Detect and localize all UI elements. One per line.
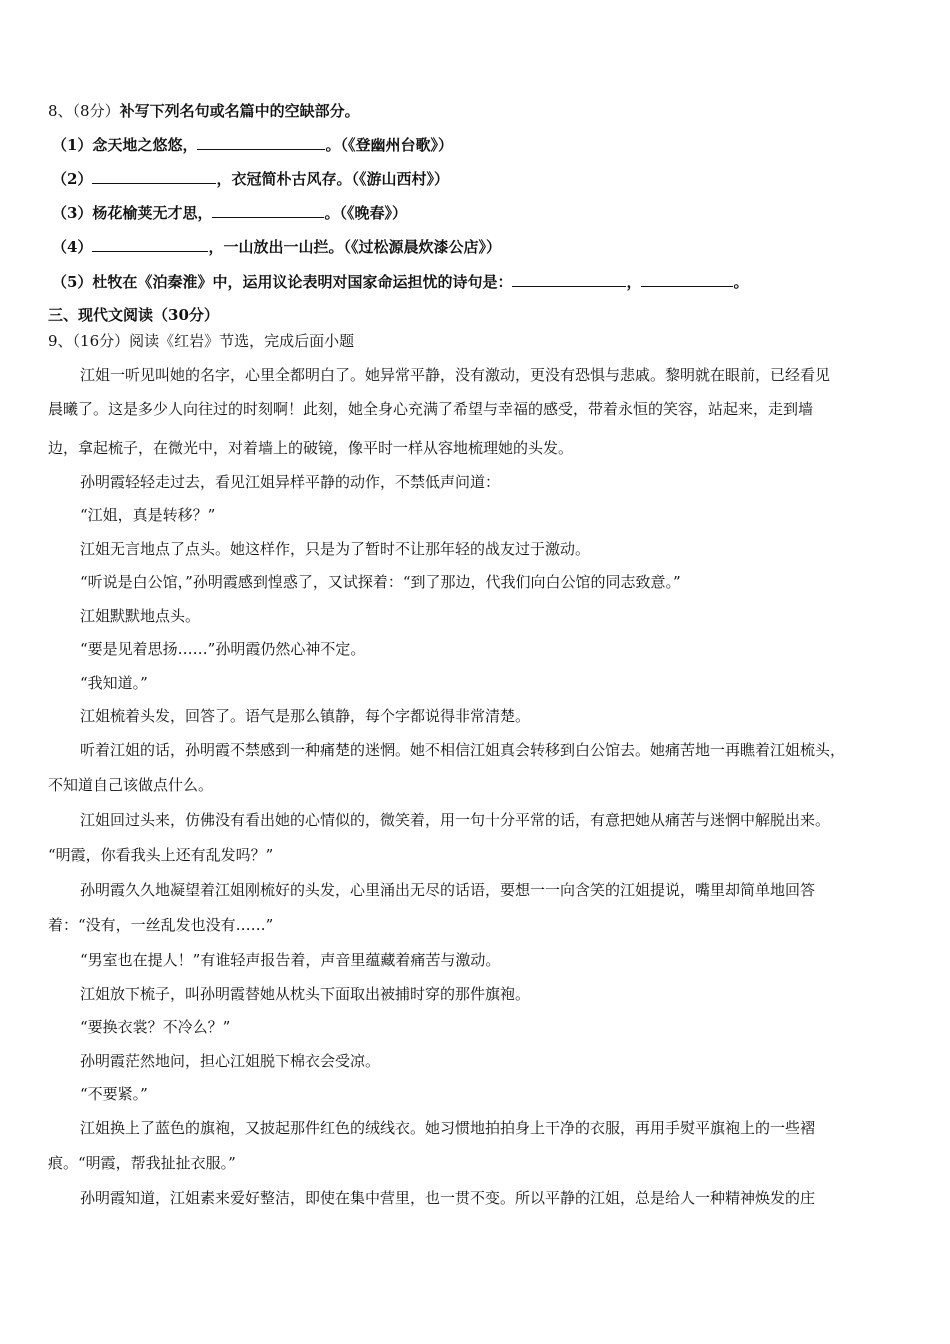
passage-line: 着：“没有，一丝乱发也没有……”	[48, 916, 274, 934]
passage-line: 江姐回过头来，仿佛没有看出她的心情似的，微笑着，用一句十分平常的话，有意把她从痛苦与迷惘中解脱出来。	[80, 811, 831, 829]
passage-line: 晨曦了。这是多少人向往过的时刻啊！此刻，她全身心充满了希望与幸福的感受，带着永恒的笑容，站起来，走到墙	[48, 400, 814, 418]
q8-item-1: （1）念天地之悠悠， 。（《登幽州台歌》）	[52, 136, 453, 154]
passage-line: “江姐，真是转移？”	[80, 506, 216, 524]
passage-line: “要换衣裳？不冷么？”	[80, 1018, 231, 1036]
q8-number: 8、（8分）	[48, 102, 120, 120]
passage-line: 不知道自己该做点什么。	[48, 776, 214, 794]
passage-line: “要是见着思扬……”孙明霞仍然心神不定。	[80, 640, 366, 658]
q8-item-4: （4） ，一山放出一山拦。（《过松源晨炊漆公店》）	[52, 238, 501, 256]
answer-blank[interactable]	[212, 203, 324, 218]
passage-line: 江姐放下梳子，叫孙明霞替她从枕头下面取出被捕时穿的那件旗袍。	[80, 985, 531, 1003]
answer-blank[interactable]	[512, 272, 626, 287]
q8-item-2: （2） ，衣冠简朴古风存。（《游山西村》）	[52, 170, 449, 188]
q8-item-3: （3）杨花榆荚无才思， 。（《晚春》）	[52, 204, 407, 222]
answer-blank[interactable]	[92, 169, 216, 184]
passage-line: “明霞，你看我头上还有乱发吗？”	[48, 846, 274, 864]
passage-line: “听说是白公馆，”孙明霞感到惶惑了，又试探着：“到了那边，代我们向白公馆的同志致意。”	[80, 573, 681, 591]
q8-header	[48, 101, 908, 121]
passage-line: 孙明霞知道，江姐素来爱好整洁，即使在集中营里，也一贯不变。所以平静的江姐，总是给人一种精神焕发的庄	[80, 1189, 816, 1207]
passage-line: “我知道。”	[80, 674, 148, 692]
q8-instruction: 补写下列名句或名篇中的空缺部分。	[119, 102, 360, 120]
passage-line: 江姐无言地点了点头。她这样作，只是为了暂时不让那年轻的战友过于激动。	[80, 540, 591, 558]
passage-line: 孙明霞轻轻走过去，看见江姐异样平静的动作，不禁低声问道：	[80, 473, 501, 491]
passage-line: 孙明霞久久地凝望着江姐刚梳好的头发，心里涌出无尽的话语，要想一一向含笑的江姐提说，嘴里却简单地回答	[80, 881, 816, 899]
passage-line: 痕。“明霞，帮我扯扯衣服。”	[48, 1154, 236, 1172]
q8-item-5: （5）杜牧在《泊秦淮》中，运用议论表明对国家命运担忧的诗句是： ， 。	[52, 273, 749, 291]
answer-blank[interactable]	[92, 237, 208, 252]
q9-header: 9、（16分）阅读《红岩》节选，完成后面小题	[48, 332, 355, 350]
answer-blank[interactable]	[197, 135, 325, 150]
passage-line: 孙明霞茫然地问，担心江姐脱下棉衣会受凉。	[80, 1052, 381, 1070]
passage-line: 江姐一听见叫她的名字，心里全都明白了。她异常平静，没有激动，更没有恐惧与悲戚。黎明就在眼前，已经看见	[80, 366, 831, 384]
section-title: 三、现代文阅读（30分）	[48, 306, 219, 324]
passage-line: 江姐梳着头发，回答了。语气是那么镇静，每个字都说得非常清楚。	[80, 707, 531, 725]
passage-line: 江姐默默地点头。	[80, 607, 201, 625]
answer-blank[interactable]	[641, 272, 733, 287]
passage-line: 边，拿起梳子，在微光中，对着墙上的破镜，像平时一样从容地梳理她的头发。	[48, 439, 574, 457]
passage-line: 江姐换上了蓝色的旗袍，又披起那件红色的绒线衣。她习惯地拍拍身上干净的衣服，再用手熨平旗袍上的一些褶	[80, 1119, 816, 1137]
passage-line: “不要紧。”	[80, 1085, 148, 1103]
passage-line: 听着江姐的话，孙明霞不禁感到一种痛楚的迷惘。她不相信江姐真会转移到白公馆去。她痛苦地一再瞧着江姐梳头，	[80, 741, 846, 759]
passage-line: “男室也在提人！”有谁轻声报告着，声音里蕴藏着痛苦与激动。	[80, 951, 501, 969]
